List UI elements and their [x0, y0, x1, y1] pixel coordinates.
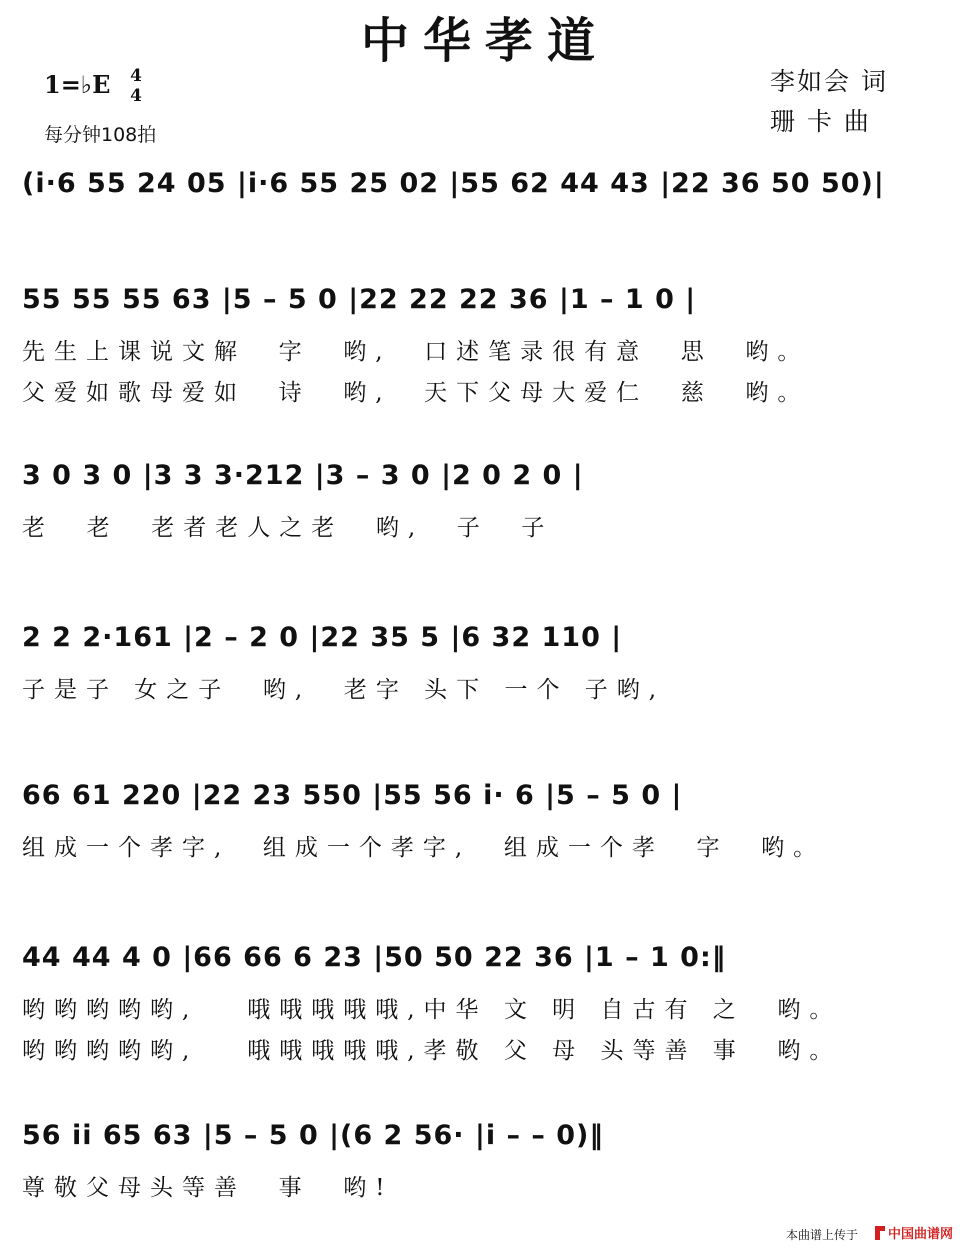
time-signature-bottom: 4 — [130, 86, 142, 106]
lyric-line: 老 老 老者老人之老 哟, 子 子 — [22, 515, 554, 541]
score-row — [22, 460, 942, 541]
time-signature — [128, 66, 144, 106]
lyric-line: 尊敬父母头等善 事 哟! — [22, 1175, 394, 1201]
notation-line: 3 0 3 0 |3 3 3·212 |3 – 3 0 |2 0 2 0 | — [22, 460, 584, 491]
lyric-line: 哟哟哟哟哟, 哦哦哦哦哦,孝敬 父 母 头等善 事 哟。 — [22, 1038, 842, 1064]
time-signature-top: 4 — [130, 66, 142, 86]
lyric-line: 先生上课说文解 字 哟, 口述笔录很有意 思 哟。 — [22, 339, 810, 365]
notation-line: 55 55 55 63 |5 – 5 0 |22 22 22 36 |1 – 1 0 | — [22, 284, 697, 315]
tempo-marking: 每分钟108拍 — [44, 124, 157, 146]
lyric-line: 组成一个孝字, 组成一个孝字, 组成一个孝 字 哟。 — [22, 835, 826, 861]
notation-line: 2 2 2·161 |2 – 2 0 |22 35 5 |6 32 110 | — [22, 622, 623, 653]
score-row — [22, 284, 942, 406]
footer-upload-note: 本曲谱上传于 — [785, 1228, 858, 1242]
score-row — [22, 1120, 942, 1201]
score-row — [22, 780, 942, 861]
score-title: 中华孝道 — [360, 13, 609, 69]
composer-credit: 珊 卡 曲 — [770, 107, 871, 136]
notation-line: 66 61 220 |22 23 550 |55 56 i· 6 |5 – 5 0 | — [22, 780, 683, 811]
score-row — [22, 168, 942, 228]
notation-line: (i·6 55 24 05 |i·6 55 25 02 |55 62 44 43 |22 36 50 50)| — [22, 168, 885, 199]
lyricist-credit: 李如会 词 — [770, 67, 888, 96]
lyric-line: 哟哟哟哟哟, 哦哦哦哦哦,中华 文 明 自古有 之 哟。 — [22, 997, 842, 1023]
site-logo[interactable] — [872, 1222, 964, 1244]
score-row — [22, 622, 942, 703]
lyric-line: 子是子 女之子 哟, 老字 头下 一个 子哟, — [22, 677, 666, 703]
lyric-line: 父爱如歌母爱如 诗 哟, 天下父母大爱仁 慈 哟。 — [22, 380, 810, 406]
score-row — [22, 942, 942, 1064]
site-logo-icon — [872, 1222, 964, 1244]
site-logo-text: 中国曲谱网 — [888, 1226, 954, 1241]
key-signature: 1=♭E — [44, 70, 111, 99]
notation-line: 56 ii 65 63 |5 – 5 0 |(6 2 56· |i – – 0)‖ — [22, 1120, 604, 1151]
notation-line: 44 44 4 0 |66 66 6 23 |50 50 22 36 |1 – 1 0:‖ — [22, 942, 727, 973]
